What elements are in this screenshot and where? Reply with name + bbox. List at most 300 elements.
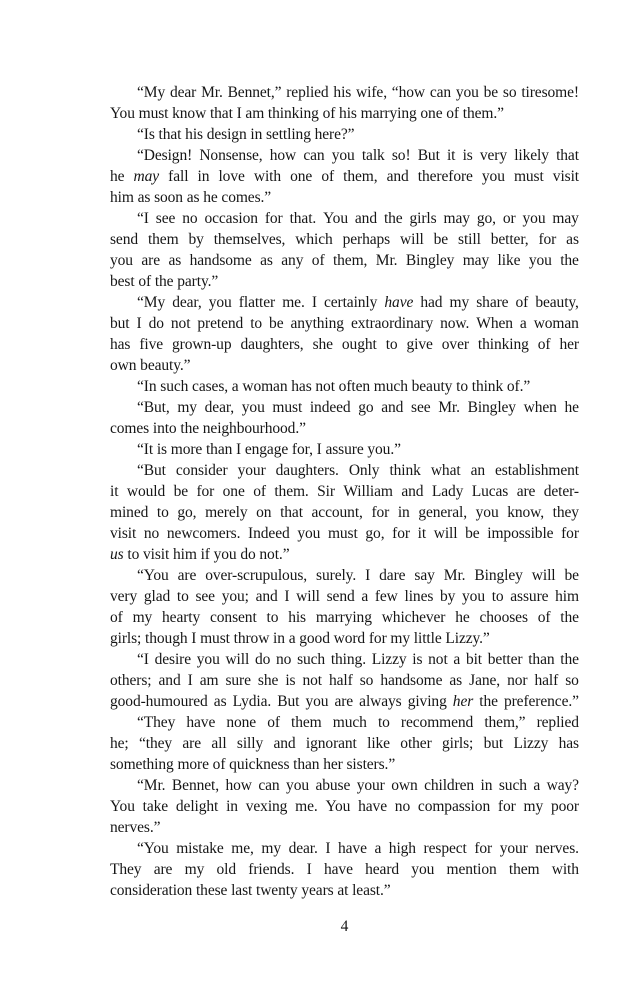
word: to <box>250 315 263 332</box>
word: you <box>411 861 435 878</box>
word: over-scrupulous, <box>205 567 308 584</box>
word: dear, <box>172 294 202 311</box>
word: Bingley <box>405 252 455 269</box>
word: of <box>321 168 335 185</box>
word: that. <box>289 210 317 227</box>
word: them,” <box>484 714 526 731</box>
word: dear. <box>288 840 318 857</box>
word: nerves. <box>535 840 579 857</box>
word: you <box>462 588 485 605</box>
word: impossible <box>487 525 554 542</box>
word: is <box>412 651 423 668</box>
word: mined <box>110 504 149 521</box>
word: has <box>110 336 131 353</box>
word: lines <box>404 588 434 605</box>
word: preference.” <box>503 693 579 710</box>
word: you; <box>221 588 249 605</box>
word: good-humoured <box>110 693 208 710</box>
word: had <box>420 294 443 311</box>
text-line: nerves.” <box>110 819 161 836</box>
word: go, <box>177 504 197 521</box>
word: poor <box>550 798 579 815</box>
word: beauty, <box>535 294 579 311</box>
word: I <box>284 588 290 605</box>
word: now. <box>440 315 470 332</box>
word: I <box>136 315 142 332</box>
word: Lucas <box>471 483 509 500</box>
word: Sir <box>317 483 335 500</box>
word: her <box>559 336 579 353</box>
text-line <box>110 82 579 103</box>
word: and <box>381 399 404 416</box>
word: when <box>523 399 557 416</box>
word: respect <box>423 840 467 857</box>
word: daughters. <box>275 462 339 479</box>
word: in <box>397 504 410 521</box>
word: a <box>519 315 527 332</box>
word: how <box>269 147 297 164</box>
word: glad <box>143 588 171 605</box>
word: dare <box>379 567 406 584</box>
word: Mr. <box>375 252 398 269</box>
text-line <box>110 250 579 271</box>
word: perhaps <box>342 231 391 248</box>
word: You <box>110 798 135 815</box>
text-line: comes into the neighbourhood.” <box>110 420 306 437</box>
word: themselves, <box>213 231 286 248</box>
text-line <box>110 670 579 691</box>
word: Nonsense, <box>199 147 263 164</box>
word: They <box>110 861 142 878</box>
word: thing. <box>330 651 366 668</box>
word: not <box>302 672 322 689</box>
word: be <box>269 315 284 332</box>
word: Mr. <box>443 567 466 584</box>
word: anything <box>290 315 344 332</box>
word: no <box>394 798 411 815</box>
text-line: us to visit him if you do not.” <box>110 546 290 563</box>
word: may <box>552 210 579 227</box>
text-line <box>110 523 579 544</box>
word: “I <box>137 210 149 227</box>
word: for <box>196 483 215 500</box>
text-line: him as soon as he comes.” <box>110 189 272 206</box>
word: him <box>555 588 579 605</box>
word: for <box>474 840 493 857</box>
word: daughters, <box>240 336 304 353</box>
word: see <box>155 210 176 227</box>
word: them <box>291 714 322 731</box>
word: that <box>280 504 303 521</box>
word: his <box>288 609 306 626</box>
word: ignorant <box>305 735 357 752</box>
word: must <box>272 399 303 416</box>
word: be <box>433 231 449 248</box>
word: “My <box>137 84 166 101</box>
word: a <box>533 777 541 794</box>
word: may <box>443 210 470 227</box>
word: see <box>195 588 215 605</box>
word: to <box>491 588 504 605</box>
word: by <box>440 588 456 605</box>
word: go, <box>476 210 496 227</box>
word: not <box>428 651 448 668</box>
text-line <box>110 859 579 880</box>
word: visit <box>552 168 579 185</box>
word: he <box>455 609 470 626</box>
word: delight <box>175 798 219 815</box>
word: high <box>388 840 416 857</box>
text-line <box>110 208 579 229</box>
word: silly <box>236 735 264 752</box>
word: must <box>327 525 358 542</box>
word: in <box>197 168 210 185</box>
word: have <box>186 714 216 731</box>
word: half <box>534 672 559 689</box>
text-line <box>110 334 579 355</box>
word: “My <box>137 294 166 311</box>
word: I <box>325 840 331 857</box>
word: she <box>257 672 279 689</box>
word: you <box>522 210 546 227</box>
text-line <box>110 166 579 187</box>
word: are <box>182 735 202 752</box>
word: think <box>389 462 421 479</box>
word: of <box>515 294 529 311</box>
word: replied <box>536 714 579 731</box>
word: and <box>354 210 377 227</box>
word: which <box>295 231 333 248</box>
word: general, <box>418 504 468 521</box>
word: always <box>359 693 402 710</box>
word: one <box>290 168 313 185</box>
word: likely <box>514 147 549 164</box>
word: therefore <box>417 168 473 185</box>
word: none <box>226 714 257 731</box>
word: can <box>429 84 452 101</box>
word: as <box>168 252 182 269</box>
word: mistake <box>176 840 224 857</box>
text-line <box>110 292 579 313</box>
word: ought <box>341 336 377 353</box>
word: my <box>132 609 153 626</box>
word: of <box>537 609 551 626</box>
word: you <box>475 504 499 521</box>
word: deter- <box>543 483 579 500</box>
word: thinking <box>477 336 529 353</box>
word: how <box>225 777 252 794</box>
word: for <box>561 525 579 542</box>
word: with <box>253 168 282 185</box>
word: establishment <box>495 462 579 479</box>
word: compassion <box>417 798 491 815</box>
word: will <box>531 567 556 584</box>
word: own <box>391 777 418 794</box>
word: the <box>560 609 579 626</box>
word: can <box>303 147 325 164</box>
text-line <box>110 481 579 502</box>
word: and <box>273 735 296 752</box>
word: so! <box>391 147 411 164</box>
word: You <box>325 798 351 815</box>
word: take <box>142 798 169 815</box>
word: on <box>256 504 272 521</box>
word: But <box>277 693 300 710</box>
word: them. <box>274 483 309 500</box>
word: giving <box>407 693 447 710</box>
word: very <box>479 147 508 164</box>
word: do <box>148 315 164 332</box>
text-line <box>110 397 579 418</box>
word: of <box>537 336 551 353</box>
text-line: “In such cases, a woman has not often much beauty to think of.” <box>137 378 531 395</box>
word: chooses <box>479 609 528 626</box>
word: but <box>483 735 504 752</box>
text-line <box>110 838 579 859</box>
text-line: consideration these last twenty years at least.” <box>110 882 391 899</box>
word: assure <box>510 588 549 605</box>
word: it <box>110 483 119 500</box>
word: me, <box>231 840 254 857</box>
word: must <box>513 168 544 185</box>
word: a <box>374 840 382 857</box>
word: my <box>523 798 544 815</box>
word: them <box>508 861 540 878</box>
word: go <box>358 399 374 416</box>
word: give <box>406 336 433 353</box>
word: Bingley <box>474 567 523 584</box>
word: for <box>371 504 390 521</box>
word: no <box>143 525 160 542</box>
word: are <box>516 483 536 500</box>
word: say <box>414 567 435 584</box>
word: the <box>479 693 498 710</box>
word: replied <box>286 84 329 101</box>
word: Bingley <box>467 399 516 416</box>
word: few <box>374 588 398 605</box>
text-line <box>110 460 579 481</box>
text-line <box>110 145 579 166</box>
word: I <box>187 672 193 689</box>
word: be <box>564 567 579 584</box>
word: you <box>331 147 355 164</box>
word: your <box>499 840 528 857</box>
word: have <box>358 798 387 815</box>
word: am <box>199 672 219 689</box>
word: than <box>528 651 555 668</box>
word: like <box>367 735 390 752</box>
word: very <box>110 588 138 605</box>
word: talk <box>361 147 385 164</box>
word: “They <box>137 714 176 731</box>
word: you <box>481 168 505 185</box>
word: of <box>267 714 280 731</box>
text-line: something more of quickness than her sisters.” <box>110 756 396 773</box>
word: so <box>359 672 374 689</box>
word: that <box>556 147 579 164</box>
word: as <box>566 231 579 248</box>
word: consent <box>210 609 257 626</box>
word: send <box>326 588 355 605</box>
word: wife, <box>356 84 387 101</box>
word: any <box>281 252 304 269</box>
text-line <box>110 586 579 607</box>
word: fall <box>168 168 189 185</box>
word: dear <box>169 84 197 101</box>
word: are <box>177 567 197 584</box>
word: do <box>254 651 271 668</box>
word: for <box>392 525 410 542</box>
word: know, <box>507 504 545 521</box>
text-line: best of the party.” <box>110 273 219 290</box>
text-line <box>110 565 579 586</box>
word: you <box>455 84 479 101</box>
word: all <box>211 735 227 752</box>
word: Bennet,” <box>227 84 282 101</box>
word: extraordinary <box>350 315 434 332</box>
word: she <box>312 336 333 353</box>
word: and <box>255 588 278 605</box>
word: pretend <box>197 315 244 332</box>
word: certainly <box>323 294 378 311</box>
word: others; <box>110 672 152 689</box>
word: much <box>332 714 367 731</box>
word: have <box>323 861 353 878</box>
word: no <box>276 651 292 668</box>
word: you <box>196 651 220 668</box>
word: no <box>182 210 198 227</box>
word: has <box>558 735 579 752</box>
word: to <box>266 609 279 626</box>
word: will <box>296 588 320 605</box>
word: merely <box>205 504 248 521</box>
word: have <box>338 840 367 857</box>
word: be <box>465 525 480 542</box>
word: my <box>177 399 197 416</box>
word: as <box>260 252 273 269</box>
word: them, <box>343 168 378 185</box>
word: “But, <box>137 399 170 416</box>
word: mention <box>446 861 497 878</box>
word: are <box>153 861 173 878</box>
word: me. <box>282 294 305 311</box>
word: “Mr. <box>137 777 166 794</box>
word: not <box>170 315 191 332</box>
word: the <box>560 252 579 269</box>
word: a <box>453 651 461 668</box>
word: grown-up <box>172 336 232 353</box>
word: “how <box>391 84 425 101</box>
word: may <box>462 252 490 269</box>
word: you <box>110 252 133 269</box>
word: your <box>356 777 385 794</box>
word: for <box>264 210 283 227</box>
word: and <box>158 672 181 689</box>
word: and <box>386 168 409 185</box>
word: be <box>173 483 188 500</box>
word: for <box>497 798 516 815</box>
word: dear, <box>204 399 235 416</box>
text-line: own beauty.” <box>110 357 191 374</box>
text-line <box>110 607 579 628</box>
text-line <box>110 796 579 817</box>
word: the <box>560 651 579 668</box>
word: the <box>383 210 403 227</box>
word: such <box>498 777 527 794</box>
word: by <box>188 231 204 248</box>
word: would <box>126 483 166 500</box>
word: whichever <box>381 609 446 626</box>
word: to <box>385 336 398 353</box>
text-line <box>110 733 579 754</box>
word: he <box>564 399 579 416</box>
word: nor <box>507 672 528 689</box>
word: will <box>433 525 458 542</box>
word: Jane, <box>469 672 501 689</box>
word: bit <box>465 651 483 668</box>
word: one <box>222 483 245 500</box>
word: visit <box>110 525 137 542</box>
word: handsome <box>189 252 252 269</box>
word: sure <box>225 672 251 689</box>
word: “You <box>137 840 169 857</box>
word: is <box>462 147 473 164</box>
word: they <box>552 504 579 521</box>
word: to <box>176 588 189 605</box>
word: But <box>417 147 440 164</box>
word: of <box>110 609 123 626</box>
word: abuse <box>315 777 351 794</box>
word: so <box>565 672 579 689</box>
word: a <box>361 588 369 605</box>
word: will <box>225 651 250 668</box>
word: hearty <box>162 609 201 626</box>
word: “But <box>137 462 166 479</box>
word: over <box>441 336 469 353</box>
word: consider <box>175 462 228 479</box>
word: what <box>430 462 461 479</box>
word: Mr. <box>201 84 223 101</box>
word: account, <box>311 504 363 521</box>
word: of <box>311 252 325 269</box>
word: “You <box>137 567 169 584</box>
word: you <box>528 252 552 269</box>
word: You <box>323 210 348 227</box>
word: tiresome! <box>521 84 579 101</box>
word: Lydia. <box>232 693 272 710</box>
word: occasion <box>204 210 258 227</box>
word: are <box>334 693 354 710</box>
word: but <box>110 315 130 332</box>
text-line <box>110 502 579 523</box>
word: my <box>261 840 281 857</box>
word: and <box>401 483 424 500</box>
word: her <box>452 693 474 710</box>
word: you <box>241 399 265 416</box>
word: better, <box>490 231 529 248</box>
word: marrying <box>315 609 372 626</box>
word: may <box>133 168 160 185</box>
text-line <box>110 313 579 334</box>
word: with <box>551 861 579 878</box>
word: “they <box>138 735 173 752</box>
word: recommend <box>400 714 474 731</box>
text-line <box>110 229 579 250</box>
word: is <box>285 672 296 689</box>
word: girls <box>409 210 437 227</box>
word: When <box>476 315 513 332</box>
word: William <box>343 483 393 500</box>
